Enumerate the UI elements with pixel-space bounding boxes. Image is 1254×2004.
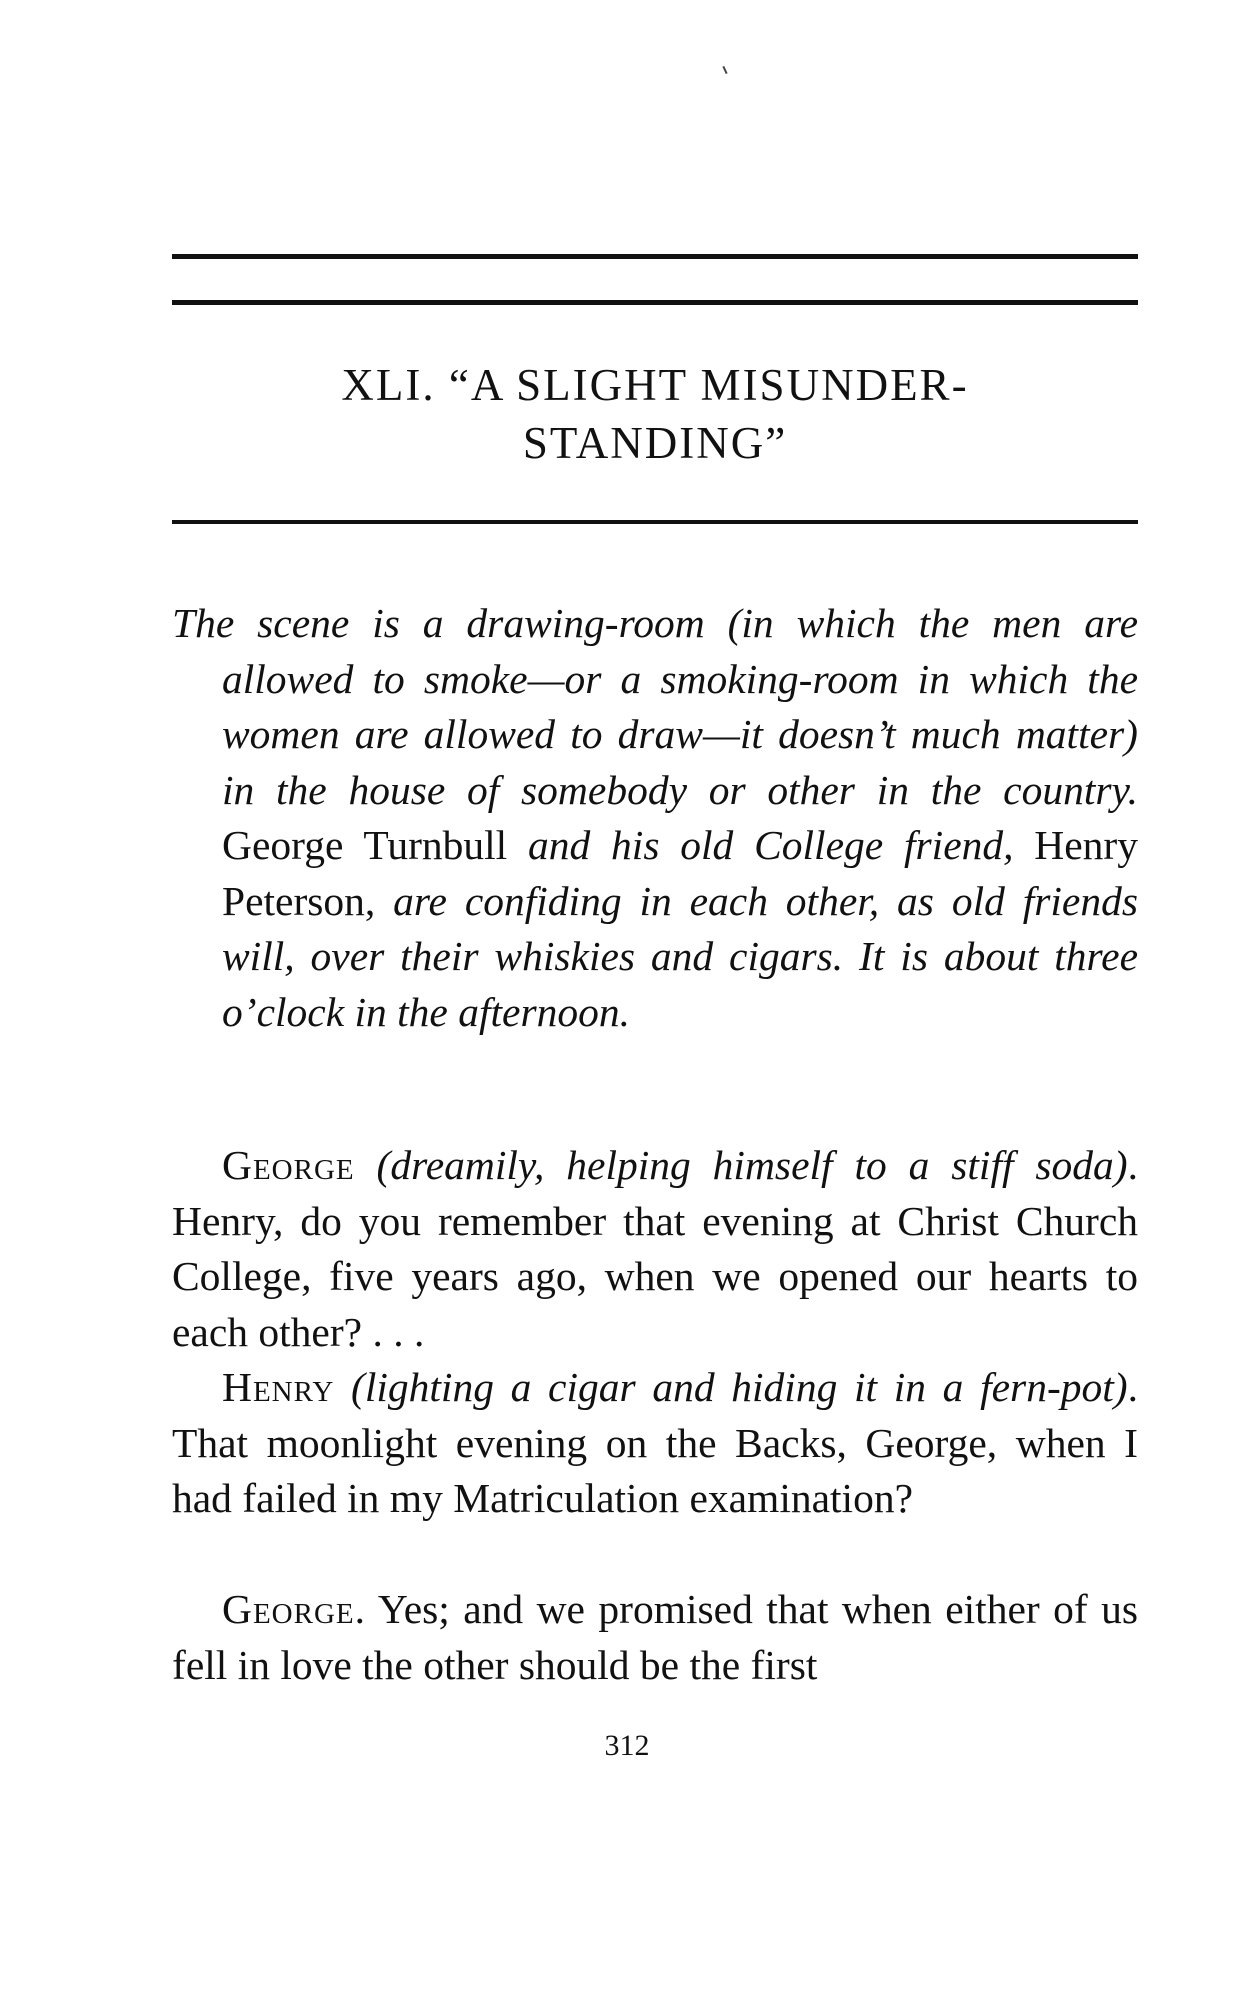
- stage-direction-italic-3: are confiding in each other, as old friends will, over their whiskies and cigars. It is about three o’clock in the afternoon.: [222, 877, 1138, 1035]
- stage-direction: [172, 596, 1138, 1040]
- speaker-name: George: [222, 1142, 355, 1188]
- character-name-henry: Henry Peterson,: [222, 822, 1138, 924]
- speech-text: Yes; and we promised that when either of us fell in love the other should be the first: [172, 1586, 1139, 1688]
- chapter-heading-line-2: STANDING”: [522, 418, 788, 468]
- speech-text: That moonlight evening on the Backs, George, when I had failed in my Matriculation examination?: [172, 1419, 1138, 1521]
- direction-punctuation: .: [1127, 1364, 1139, 1410]
- speaker-direction: (lighting a cigar and hiding it in a fern-pot): [351, 1364, 1128, 1410]
- ink-speck: [722, 66, 727, 74]
- dialogue-paragraph: [172, 1138, 1138, 1360]
- direction-punctuation: .: [1127, 1142, 1139, 1188]
- stage-direction-italic-2: and his old College friend,: [528, 822, 1014, 868]
- speaker-name: George.: [222, 1586, 367, 1632]
- chapter-heading-line-1: XLI. “A SLIGHT MISUNDER-: [341, 360, 969, 410]
- page-number: 312: [604, 1729, 650, 1762]
- speech-text: Henry, do you remember that evening at Christ Church College, five years ago, when we opened our hearts to each other? . . .: [172, 1197, 1138, 1355]
- second-rule: [172, 300, 1138, 305]
- speaker-direction: (dreamily, helping himself to a stiff soda): [376, 1142, 1128, 1188]
- heading-bottom-rule: [172, 520, 1138, 524]
- speaker-name: Henry: [222, 1364, 335, 1410]
- character-name-george: George Turnbull: [222, 822, 508, 868]
- chapter-heading: [172, 356, 1138, 472]
- dialogue-paragraph: [172, 1360, 1138, 1527]
- stage-direction-italic-1: The scene is a drawing-room (in which the men are allowed to smoke—or a smoking-room in which the women are allowed to draw—it doesn’t much matter) in the house of somebody or other in the country.: [172, 600, 1138, 813]
- dialogue-paragraph: [172, 1582, 1138, 1693]
- top-rule: [172, 254, 1138, 259]
